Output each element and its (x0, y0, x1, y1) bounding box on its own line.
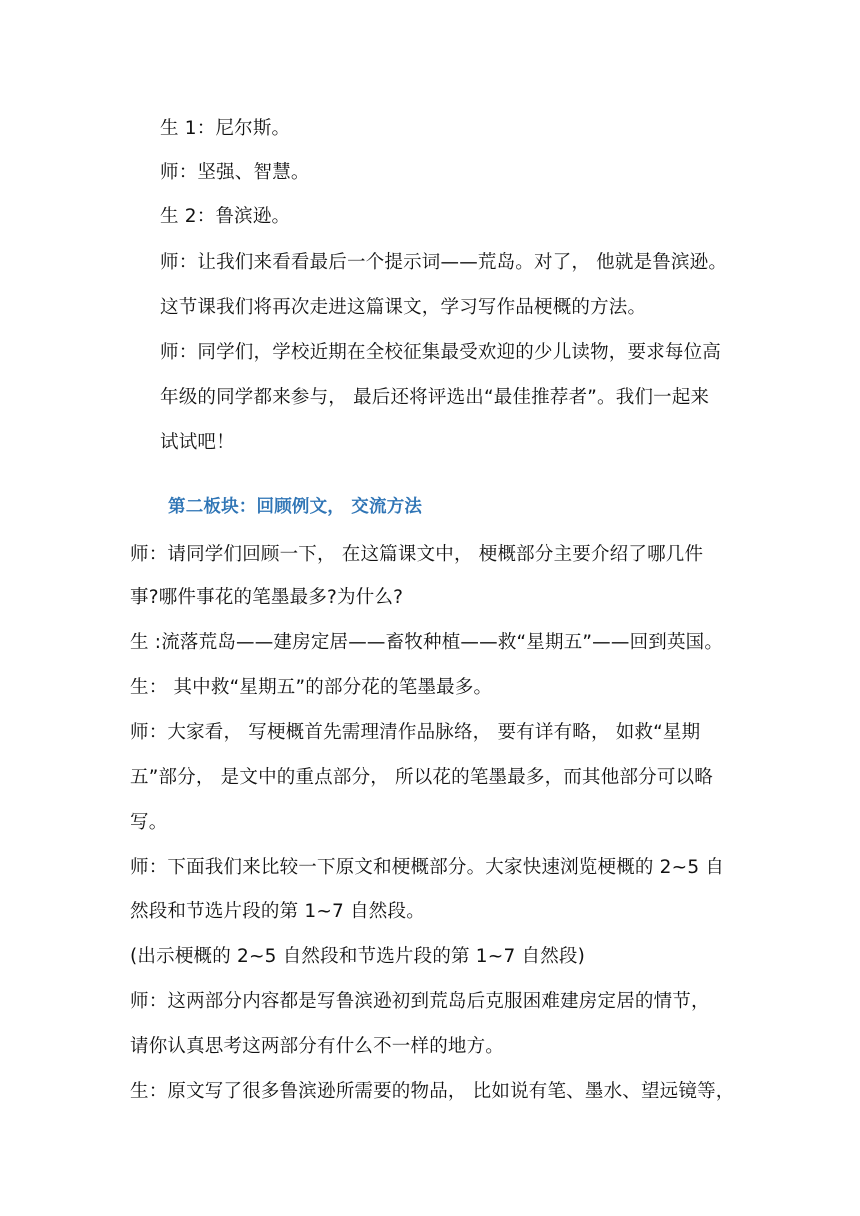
stage-direction: (出示梗概的 2~5 自然段和节选片段的第 1~7 自然段) (130, 946, 586, 967)
paragraph-line: 写。 (130, 812, 168, 833)
dialogue-line: 生 :流落荒岛——建房定居——畜牧种植——救“星期五”——回到英国。 (130, 632, 724, 653)
paragraph-line: 这节课我们将再次走进这篇课文，学习写作品梗概的方法。 (160, 297, 647, 318)
section-heading: 第二板块：回顾例文， 交流方法 (168, 497, 423, 517)
dialogue-line: 生： 其中救“星期五”的部分花的笔墨最多。 (130, 677, 493, 698)
paragraph-line: 年级的同学都来参与， 最后还将评选出“最佳推荐者”。我们一起来 (160, 387, 710, 408)
paragraph-line: 五”部分， 是文中的重点部分， 所以花的笔墨最多，而其他部分可以略 (130, 767, 713, 788)
dialogue-line: 师：这两部分内容都是写鲁滨逊初到荒岛后克服困难建房定居的情节， (130, 991, 710, 1012)
dialogue-line: 师：同学们，学校近期在全校征集最受欢迎的少儿读物，要求每位高 (160, 342, 722, 363)
dialogue-line: 生 2：鲁滨逊。 (160, 206, 291, 227)
dialogue-line: 生 1：尼尔斯。 (160, 118, 291, 139)
dialogue-line: 师：坚强、智慧。 (160, 162, 310, 183)
paragraph-line: 事?哪件事花的笔墨最多?为什么? (130, 587, 404, 608)
dialogue-line: 师：让我们来看看最后一个提示词——荒岛。对了， 他就是鲁滨逊。 (160, 252, 728, 273)
dialogue-line: 生：原文写了很多鲁滨逊所需要的物品， 比如说有笔、墨水、望远镜等， (130, 1081, 735, 1102)
paragraph-line: 试试吧！ (160, 432, 235, 453)
dialogue-line: 师：请同学们回顾一下， 在这篇课文中， 梗概部分主要介绍了哪几件 (130, 544, 704, 565)
paragraph-line: 然段和节选片段的第 1~7 自然段。 (130, 901, 425, 922)
dialogue-line: 师：下面我们来比较一下原文和梗概部分。大家快速浏览梗概的 2~5 自 (130, 857, 725, 878)
paragraph-line: 请你认真思考这两部分有什么不一样的地方。 (130, 1036, 505, 1057)
dialogue-line: 师：大家看， 写梗概首先需理清作品脉络， 要有详有略， 如救“星期 (130, 722, 701, 743)
